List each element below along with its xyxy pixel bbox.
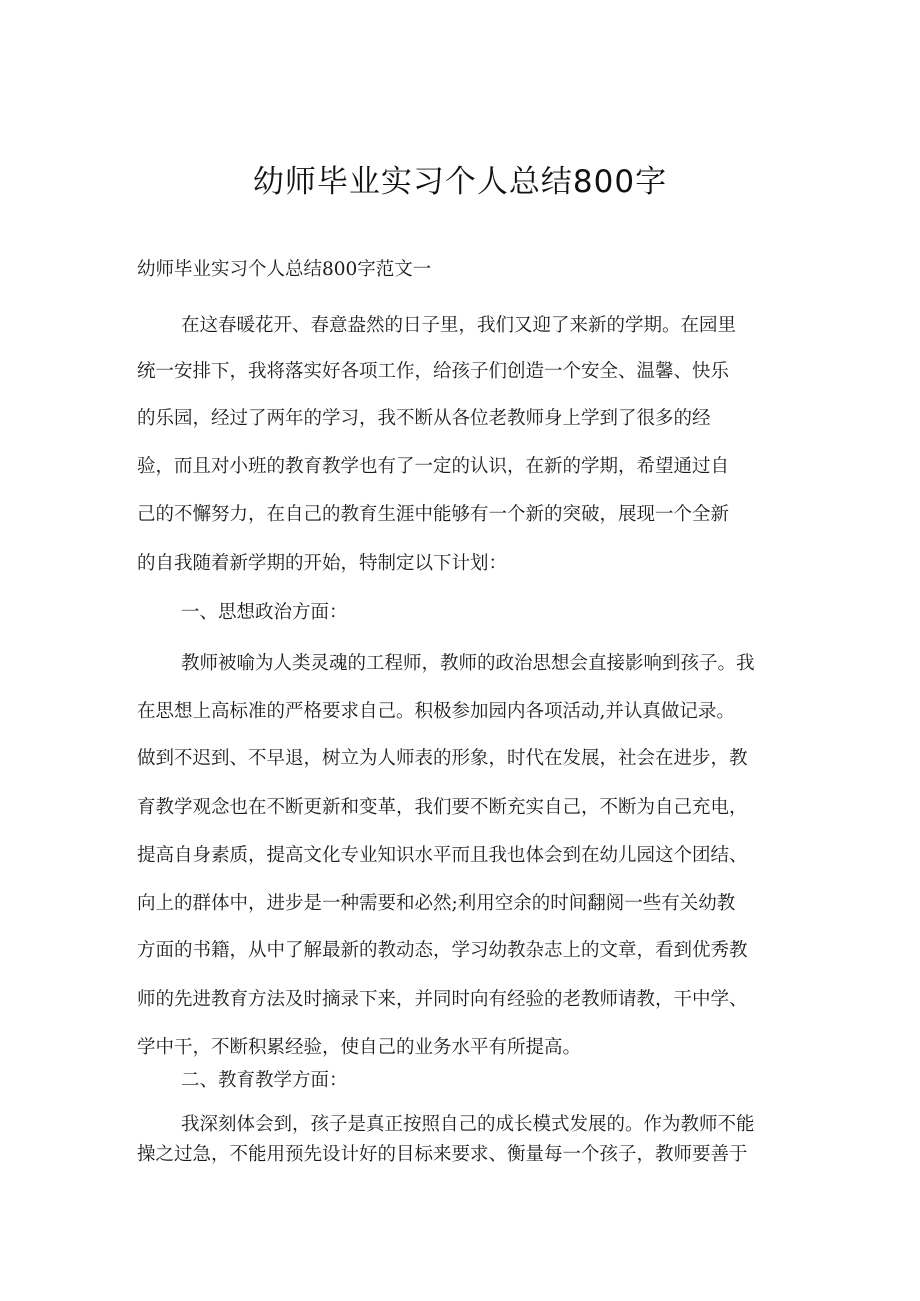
paragraph-line: 验，而且对小班的教育教学也有了一定的认识，在新的学期，希望通过自 (137, 456, 730, 477)
paragraph-line: 教师被喻为人类灵魂的工程师，教师的政治思想会直接影响到孩子。我 (181, 653, 755, 674)
section-heading: 二、教育教学方面： (181, 1070, 348, 1091)
paragraph-line: 操之过急，不能用预先设计好的目标来要求、衡量每一个孩子，教师要善于 (137, 1144, 748, 1165)
document-title: 幼师毕业实习个人总结800字 (252, 164, 668, 200)
paragraph-line: 己的不懈努力，在自己的教育生涯中能够有一个新的突破，展现一个全新 (137, 504, 730, 525)
subtitle-line: 幼师毕业实习个人总结800字范文一 (137, 259, 432, 280)
paragraph-line: 的乐园，经过了两年的学习，我不断从各位老教师身上学到了很多的经 (137, 408, 711, 429)
paragraph-line: 的自我随着新学期的开始，特制定以下计划： (137, 553, 508, 574)
paragraph-line: 方面的书籍，从中了解最新的教动态，学习幼教杂志上的文章，看到优秀教 (137, 940, 748, 961)
paragraph-line: 提高自身素质，提高文化专业知识水平而且我也体会到在幼儿园这个团结、 (137, 845, 748, 866)
paragraph-line: 师的先进教育方法及时摘录下来，并同时向有经验的老教师请教，干中学、 (137, 989, 748, 1010)
paragraph-line: 学中干，不断积累经验，使自己的业务水平有所提高。 (137, 1037, 582, 1058)
paragraph-line: 向上的群体中，进步是一种需要和必然;利用空余的时间翻阅一些有关幼教 (137, 893, 736, 914)
paragraph-line: 育教学观念也在不断更新和变革，我们要不断充实自己，不断为自己充电， (137, 797, 748, 818)
paragraph-line: 在这春暖花开、春意盎然的日子里，我们又迎了来新的学期。在园里 (181, 315, 737, 336)
paragraph-line: 统一安排下，我将落实好各项工作，给孩子们创造一个安全、温馨、快乐 (137, 361, 730, 382)
paragraph-line: 我深刻体会到，孩子是真正按照自己的成长模式发展的。作为教师不能 (181, 1114, 755, 1135)
paragraph-line: 在思想上高标准的严格要求自己。积极参加园内各项活动,并认真做记录。 (137, 701, 735, 722)
paragraph-line: 做到不迟到、不早退，树立为人师表的形象，时代在发展，社会在进步，教 (137, 748, 748, 769)
section-heading: 一、思想政治方面： (181, 602, 348, 623)
